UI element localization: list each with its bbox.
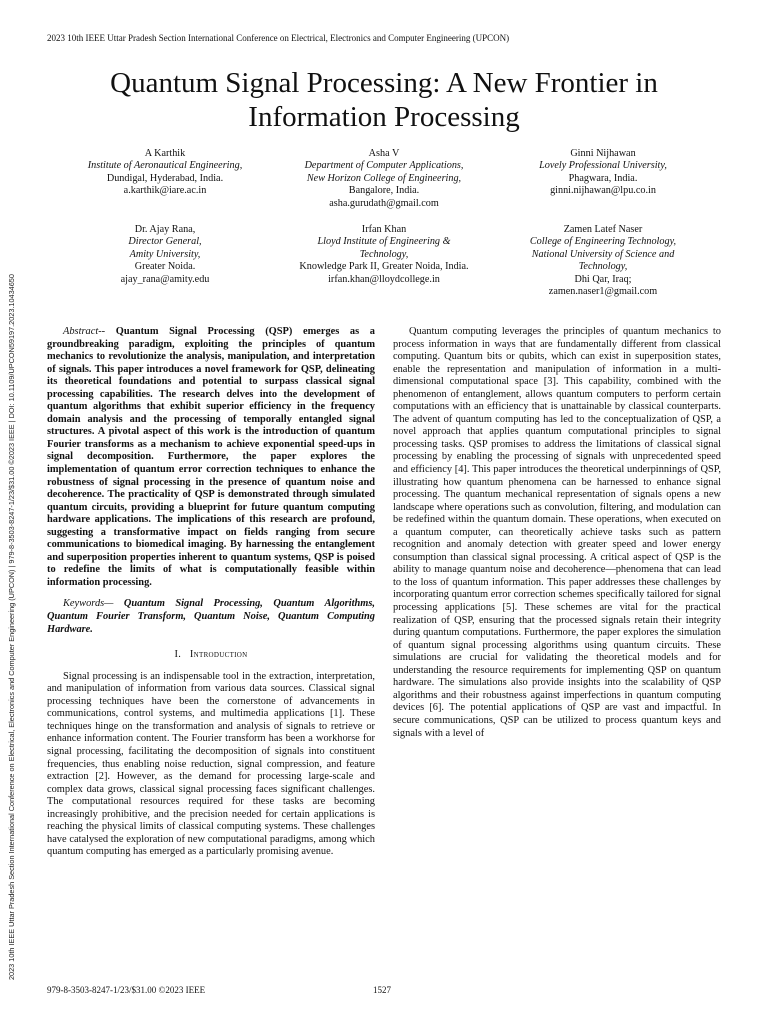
author-address: Dhi Qar, Iraq;	[574, 273, 632, 285]
author-affiliation: Lovely Professional University,	[539, 160, 667, 172]
author-affiliation: Director General,	[128, 236, 202, 248]
left-column	[47, 326, 375, 859]
author-affiliation: Technology,	[359, 248, 409, 260]
author-email: irfan.khan@lloydcollege.in	[328, 273, 440, 285]
author-name: Ginni Nijhawan	[570, 148, 636, 159]
keywords-text: Quantum Signal Processing, Quantum Algorithms, Quantum Fourier Transform, Quantum Noise, Quantum Computing Hardware.	[47, 598, 375, 635]
author-block	[503, 224, 703, 298]
author-block	[60, 148, 270, 198]
keywords	[47, 598, 375, 636]
paper-title: Quantum Signal Processing: A New Frontier in Information Processing	[110, 67, 658, 133]
author-affiliation: Amity University,	[129, 248, 201, 260]
author-email: ginni.nijhawan@lpu.co.in	[550, 185, 656, 197]
author-address: Phagwara, India.	[568, 172, 638, 184]
intro-paragraph: Signal processing is an indispensable tool in the extraction, interpretation, and manipulation of information from various data sources. Classical signal processing techniques have been the cornerstone of advancements in communications, control systems, and multimedia applications [1]. These techniques hinge on the transformation and analysis of signals to retrieve or enhance information content. The Fourier transform has been a workhorse for signal processing, facilitating the decomposition of signals into constituent frequencies, thus enabling noise reduction, signal compression, and feature extraction [2]. However, as the demand for processing large-scale and complex data grows, classical signal processing faces significant challenges. The computational resources required for these tasks are becoming increasingly prohibitive, and the precision needed for certain applications is reaching the physical limits of classical computing systems. These challenges have catalysed the exploration of new computational paradigms, among which quantum computing has emerged as a particularly promising avenue.	[47, 670, 375, 858]
section-heading	[47, 649, 375, 662]
author-name: Irfan Khan	[361, 224, 407, 235]
author-name: Dr. Ajay Rana,	[134, 224, 196, 235]
abstract	[47, 326, 375, 589]
side-doi-banner: 2023 10th IEEE Uttar Pradesh Section International Conference on Electrical, Electronics and Computer Engineering (UPCON) | 979-8-3503-8247-1/23/$31.00 ©2023 IEEE | DOI: 10.1109/UPCON59197.2023.10434650	[7, 274, 16, 980]
author-address: Greater Noida.	[134, 261, 196, 273]
author-block	[269, 224, 499, 286]
author-email: asha.gurudath@gmail.com	[329, 197, 439, 209]
author-address: Bangalore, India.	[348, 185, 420, 197]
author-email: ajay_rana@amity.edu	[120, 273, 210, 285]
author-block	[60, 224, 270, 286]
author-affiliation: Institute of Aeronautical Engineering,	[87, 160, 243, 172]
author-affiliation: Department of Computer Applications,	[304, 160, 464, 172]
author-address: Dundigal, Hyderabad, India.	[106, 172, 224, 184]
author-address: Knowledge Park II, Greater Noida, India.	[299, 261, 469, 273]
author-block	[269, 148, 499, 210]
section-title: Introduction	[189, 649, 248, 661]
abstract-text: Quantum Signal Processing (QSP) emerges as a groundbreaking paradigm, exploiting the principles of quantum mechanics to revolutionize the analysis, manipulation, and interpretation of signals. This paper introduces a novel framework for QSP, delineating its theoretical foundations and potential to surpass classical signal processing capabilities. The research delves into the development of quantum algorithms that exhibit superior efficiency in the frequency domain analysis and the processing of temporally entangled signal structures. A pivotal aspect of this work is the introduction of quantum Fourier transforms as a mechanism to achieve exponential speed-ups in signal decomposition. Furthermore, the paper explores the implementation of quantum error correction techniques to enhance the robustness of signal processing in the presence of quantum noise and decoherence. The practicality of QSP is demonstrated through simulated quantum circuits, providing a blueprint for future quantum computing hardware applications. The implications of this research are profound, suggesting a transformative impact on fields ranging from secure communications to biomedical imaging. By harnessing the entanglement and superposition properties inherent to quantum systems, QSP is poised to redefine the limits of what is computationally feasible within information processing.	[47, 326, 375, 588]
page-number: 1527	[373, 985, 391, 995]
author-name: Asha V	[368, 148, 400, 159]
keywords-lead: Keywords—	[63, 598, 114, 610]
footer-isbn: 979-8-3503-8247-1/23/$31.00 ©2023 IEEE	[47, 985, 206, 995]
author-affiliation: New Horizon College of Engineering,	[306, 172, 462, 184]
author-email: a.karthik@iare.ac.in	[123, 185, 207, 197]
conference-header: 2023 10th IEEE Uttar Pradesh Section International Conference on Electrical, Electronics and Computer Engineering (UPCON)	[47, 33, 510, 43]
right-column	[393, 326, 721, 740]
author-affiliation: Lloyd Institute of Engineering &	[317, 236, 451, 248]
author-name: Zamen Latef Naser	[563, 224, 643, 235]
intro-paragraph: Quantum computing leverages the principles of quantum mechanics to process information in ways that are fundamentally different from classical computing. Quantum bits or qubits, which can exist in superposition states, enable the representation and manipulation of information in a multi-dimensional computational space [3]. This capability, combined with the phenomenon of entanglement, allows quantum computers to perform certain computations with an efficiency that is unattainable by classical counterparts. The advent of quantum computing has led to the conceptualization of QSP, a novel approach that applies quantum computational principles to signal processing tasks. QSP promises to address the limitations of classical signal processing by enabling the processing of signals with unprecedented speed and efficiency [4]. This paper introduces the theoretical underpinnings of QSP, illustrating how quantum phenomena can be harnessed to enhance signal processing. The quantum mechanical representation of signals opens a new landscape where operations such as convolution, filtering, and modulation can be redefined within the quantum domain. These operations, when executed on a quantum computer, can theoretically achieve tasks such as pattern recognition and anomaly detection with greater speed and lower energy consumption than classical signal processing. A critical aspect of QSP is the ability to manage quantum noise and decoherence—phenomena that can lead to the loss of quantum information. This paper addresses these challenges by incorporating quantum error correction schemes specifically tailored for signal processing applications [5]. These schemes are vital for the practical realization of QSP, ensuring that the processed signals retain their integrity during quantum computations. Furthermore, the paper explores the simulation of quantum signal processing algorithms using quantum circuits. These simulations are crucial for validating the theoretical models and for understanding the resource requirements for implementing QSP on quantum hardware. The simulations also provide insights into the scalability of QSP algorithms and their robustness against imperfections in quantum computing devices [6]. The potential applications of QSP are vast and impactful. In secure communications, QSP can be utilized to process quantum keys and signals with a level of	[393, 326, 721, 739]
author-email: zamen.naser1@gmail.com	[548, 286, 658, 298]
author-affiliation: National University of Science and	[531, 248, 675, 260]
author-affiliation: College of Engineering Technology,	[529, 236, 677, 248]
author-affiliation: Technology,	[578, 261, 628, 273]
section-number: I.	[174, 649, 182, 661]
author-name: A Karthik	[144, 148, 186, 159]
author-block	[503, 148, 703, 198]
abstract-lead: Abstract--	[63, 326, 106, 337]
